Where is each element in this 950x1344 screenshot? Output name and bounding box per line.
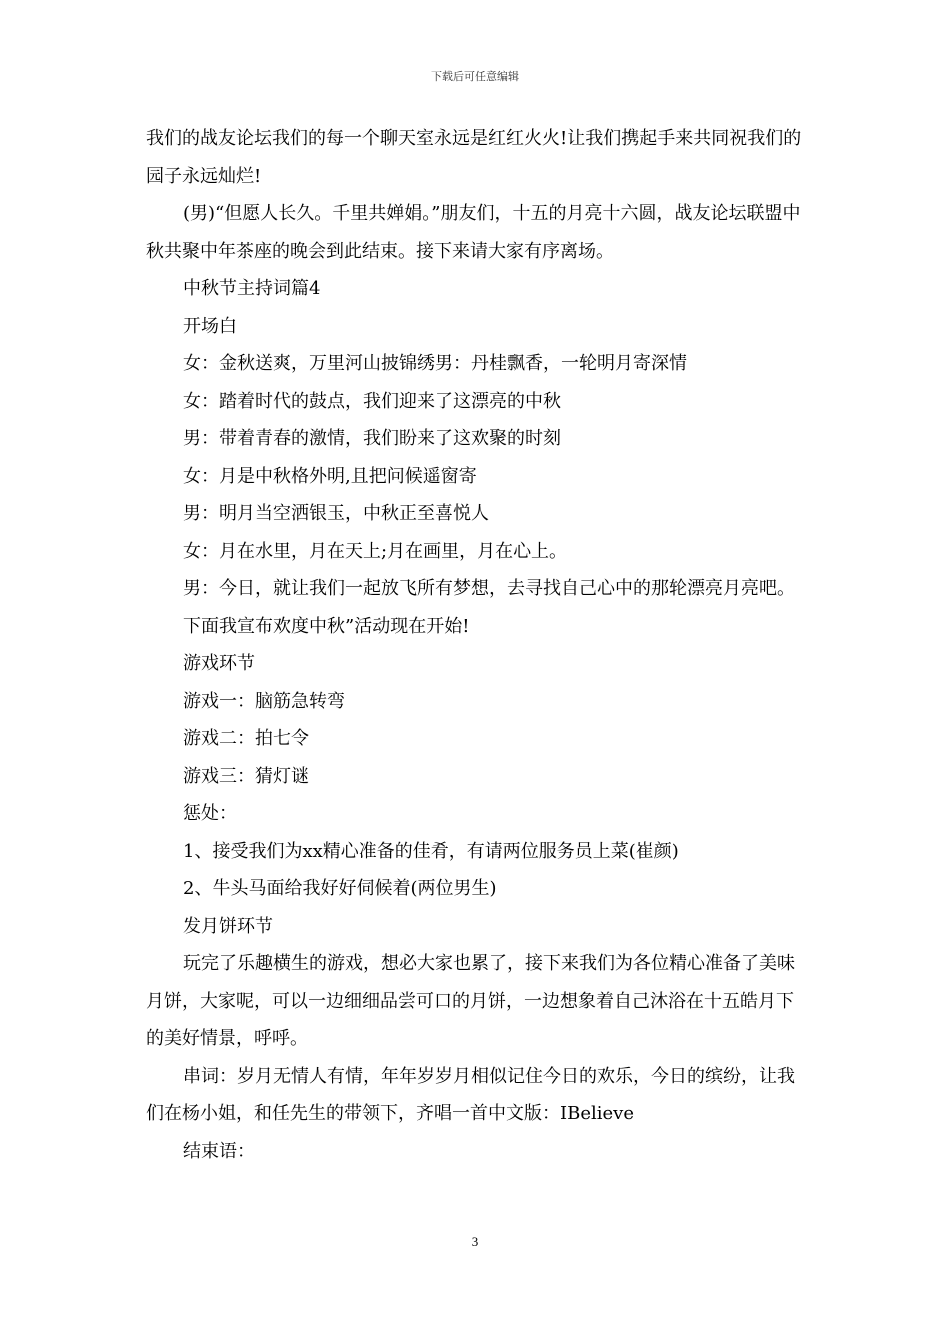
paragraph-closing-male: (男)“但愿人长久。千里共婵娟。”朋友们，十五的月亮十六圆，战友论坛联盟中秋共聚中年茶座的晚会到此结束。接下来请大家有序离场。: [146, 203, 801, 262]
subheading-opening: 开场白: [183, 315, 237, 337]
page-number: 3: [471, 1234, 479, 1249]
paragraph-mooncake: 玩完了乐趣横生的游戏，想必大家也累了，接下来我们为各位精心准备了美味月饼，大家呢，可以一边细细品尝可口的月饼，一边想象着自己沐浴在十五皓月下的美好情景，呼呼。: [146, 953, 795, 1049]
dialogue-line: 女：金秋送爽，万里河山披锦绣男：丹桂飘香，一轮明月寄深情: [183, 353, 687, 374]
game-item: 游戏一：脑筋急转弯: [183, 690, 345, 712]
game-item: 游戏二：拍七令: [183, 728, 309, 749]
dialogue-line: 女：踏着时代的鼓点，我们迎来了这漂亮的中秋: [183, 390, 561, 412]
document-body: [146, 120, 808, 1170]
penalty-item: 1、接受我们为xx精心准备的佳肴，有请两位服务员上菜(崔颜): [183, 840, 679, 862]
penalty-item: 2、牛头马面给我好好伺候着(两位男生): [183, 878, 497, 899]
dialogue-line: 女：月在水里，月在天上;月在画里，月在心上。: [183, 540, 568, 562]
dialogue-line: 男：带着青春的激情，我们盼来了这欢聚的时刻: [183, 428, 561, 449]
dialogue-line: 男：明月当空洒银玉，中秋正至喜悦人: [183, 503, 489, 524]
subheading-closing: 结束语：: [183, 1140, 255, 1162]
subheading-games: 游戏环节: [183, 653, 255, 674]
dialogue-line: 男：今日，就让我们一起放飞所有梦想，去寻找自己心中的那轮漂亮月亮吧。: [183, 578, 795, 599]
paragraph-interlude: 串词：岁月无情人有情，年年岁岁月相似记住今日的欢乐，今日的缤纷，让我们在杨小姐，和任先生的带领下，齐唱一首中文版：IBelieve: [146, 1065, 795, 1124]
subheading-penalty: 惩处：: [183, 803, 237, 824]
dialogue-line: 女：月是中秋格外明,且把问候遥窗寄: [183, 465, 477, 487]
section-title: 中秋节主持词篇4: [183, 278, 321, 299]
subheading-mooncake: 发月饼环节: [183, 915, 273, 937]
game-item: 游戏三：猜灯谜: [183, 765, 309, 787]
download-editable-note: 下载后可任意编辑: [431, 70, 519, 83]
paragraph-forum-wishes: 我们的战友论坛我们的每一个聊天室永远是红红火火!让我们携起手来共同祝我们的园子永远灿烂!: [146, 128, 802, 187]
activity-announcement: 下面我宣布欢度中秋”活动现在开始!: [183, 615, 470, 637]
